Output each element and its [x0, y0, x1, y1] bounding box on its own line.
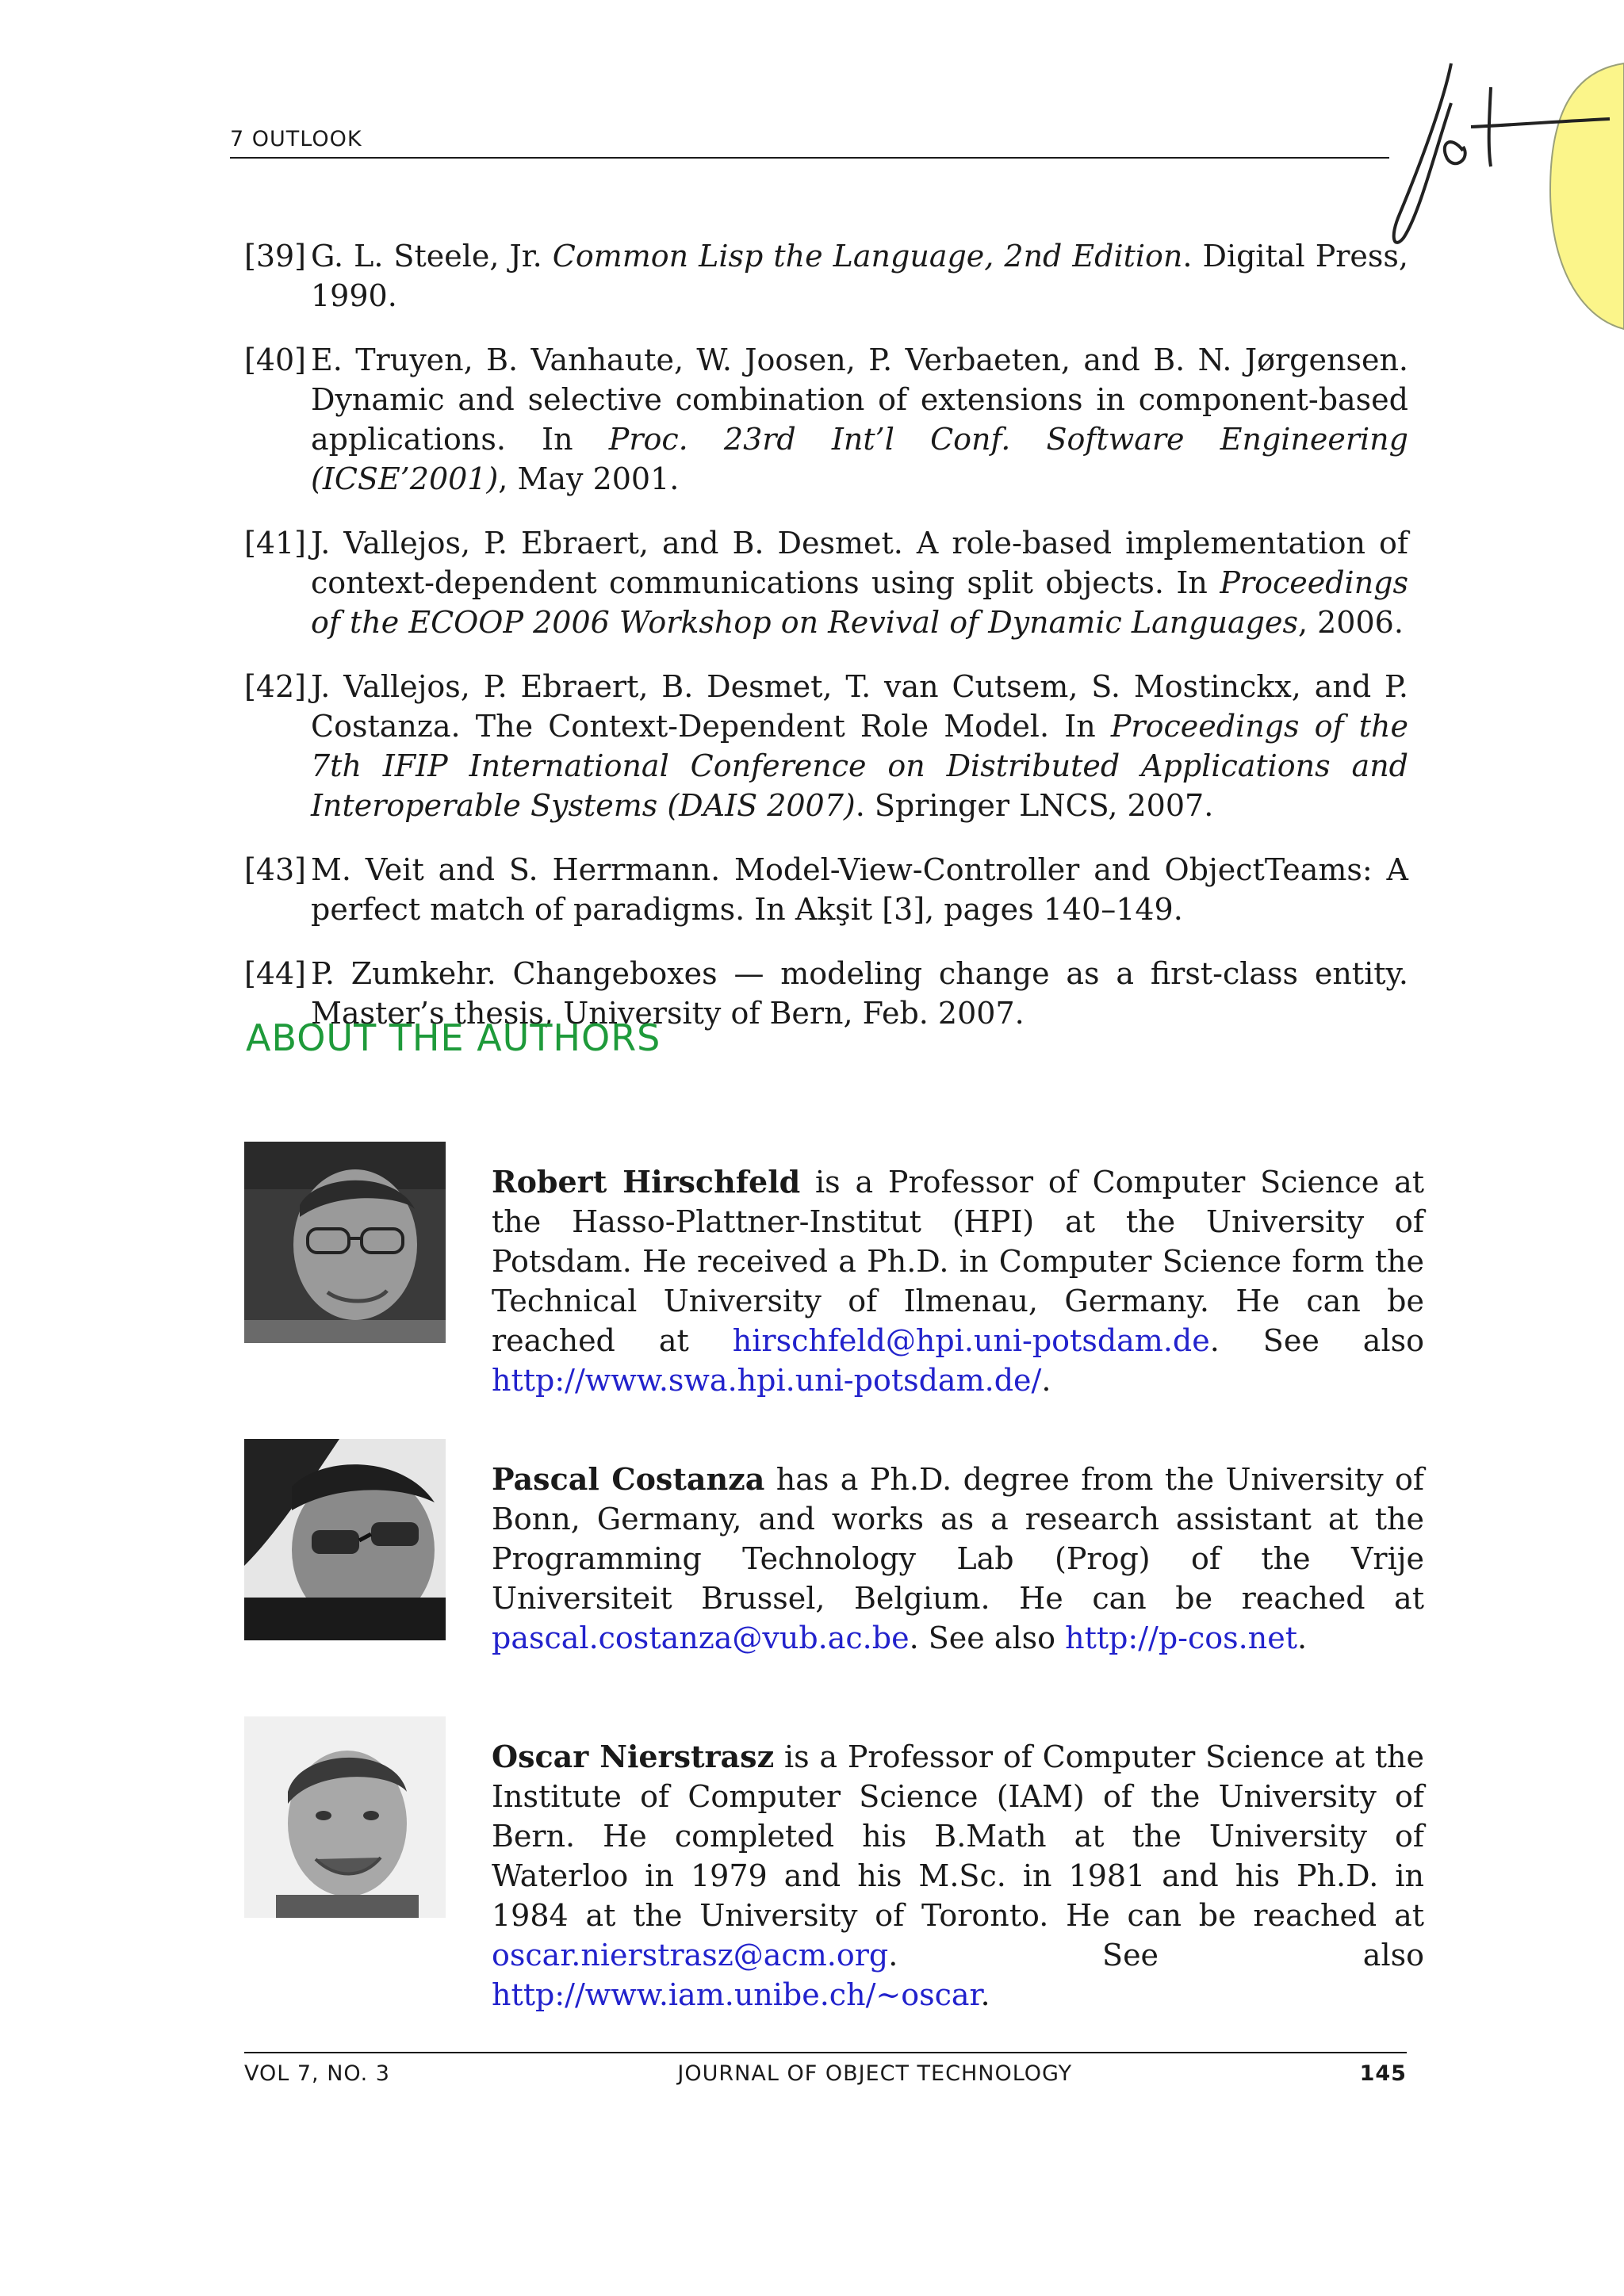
author-entry	[244, 1142, 1424, 1400]
email-link[interactable]: hirschfeld@hpi.uni-potsdam.de	[732, 1323, 1210, 1358]
reference-number: [42]	[244, 669, 307, 704]
jot-logo	[1372, 55, 1624, 341]
reference-text: G. L. Steele, Jr. Common Lisp the Language, 2nd Edition. Digital Press, 1990.	[311, 239, 1408, 313]
author-entry	[244, 1439, 1424, 1658]
homepage-link[interactable]: http://p-cos.net	[1065, 1621, 1297, 1655]
author-photo	[244, 1439, 446, 1640]
author-photo	[244, 1142, 446, 1343]
author-name: Robert Hirschfeld	[492, 1164, 801, 1200]
author-bio: Robert Hirschfeld is a Professor of Computer Science at the Hasso-Plattner-Institut (HPI) at the University of Potsdam. He received a Ph.D. in Computer Science form the Technical University of Ilmenau, Germany. He can be reached at hirschfeld@hpi.uni-potsdam.de. See also http://www.swa.hpi.uni-potsdam.de/.	[492, 1164, 1424, 1398]
reference-item	[244, 236, 1408, 316]
page-footer	[244, 2061, 1407, 2086]
author-entry	[244, 1716, 1424, 2015]
email-link[interactable]: pascal.costanza@vub.ac.be	[492, 1621, 910, 1655]
page-number: 145	[1359, 2061, 1407, 2086]
volume-info: VOL 7, NO. 3	[244, 2061, 390, 2086]
reference-text: P. Zumkehr. Changeboxes — modeling change as a first-class entity. Master’s thesis, University of Bern, Feb. 2007.	[311, 956, 1408, 1031]
reference-item	[244, 850, 1408, 929]
journal-name: JOURNAL OF OBJECT TECHNOLOGY	[677, 2061, 1073, 2086]
author-bio: Oscar Nierstrasz is a Professor of Computer Science at the Institute of Computer Science (IAM) of the University of Bern. He completed his B.Math at the University of Waterloo in 1979 and his M.Sc. in 1981 and his Ph.D. in 1984 at the University of Toronto. He can be reached at oscar.nierstrasz@acm.org. See also http://www.iam.unibe.ch/∼oscar.	[492, 1739, 1424, 2012]
author-bio: Pascal Costanza has a Ph.D. degree from the University of Bonn, Germany, and works as a research assistant at the Programming Technology Lab (Prog) of the Vrije Universiteit Brussel, Belgium. He can be reached at pascal.costanza@vub.ac.be. See also http://p-cos.net.	[492, 1461, 1425, 1655]
reference-number: [43]	[244, 852, 307, 887]
email-link[interactable]: oscar.nierstrasz@acm.org	[492, 1938, 889, 1973]
reference-item	[244, 667, 1408, 825]
homepage-link[interactable]: http://www.swa.hpi.uni-potsdam.de/	[492, 1363, 1042, 1398]
section-title: ABOUT THE AUTHORS	[246, 1016, 661, 1059]
footer-rule	[244, 2052, 1407, 2053]
author-name: Oscar Nierstrasz	[492, 1739, 775, 1774]
reference-number: [39]	[244, 239, 307, 274]
reference-list	[244, 236, 1408, 1058]
reference-item	[244, 523, 1408, 642]
reference-number: [44]	[244, 956, 307, 991]
reference-text: M. Veit and S. Herrmann. Model-View-Controller and ObjectTeams: A perfect match of paradigms. In Akşit [3], pages 140–149.	[311, 852, 1408, 927]
reference-number: [40]	[244, 342, 307, 377]
reference-number: [41]	[244, 526, 307, 561]
header-rule	[230, 157, 1389, 159]
running-header: 7 OUTLOOK	[230, 127, 362, 151]
reference-text: J. Vallejos, P. Ebraert, and B. Desmet. A role-based implementation of context-dependent communications using split objects. In Proceedings of the ECOOP 2006 Workshop on Revival of Dynamic Languages, 2006.	[311, 526, 1408, 640]
homepage-link[interactable]: http://www.iam.unibe.ch/∼oscar	[492, 1977, 981, 2012]
reference-text: J. Vallejos, P. Ebraert, B. Desmet, T. van Cutsem, S. Mostinckx, and P. Costanza. The Context-Dependent Role Model. In Proceedings of the 7th IFIP International Conference on Distributed Applications and Interoperable Systems (DAIS 2007). Springer LNCS, 2007.	[311, 669, 1409, 823]
author-name: Pascal Costanza	[492, 1461, 765, 1497]
author-photo	[244, 1716, 446, 1918]
reference-text: E. Truyen, B. Vanhaute, W. Joosen, P. Verbaeten, and B. N. Jørgensen. Dynamic and selective combination of extensions in component-based applications. In Proc. 23rd Int’l Conf. Software Engineering (ICSE’2001), May 2001.	[311, 342, 1408, 496]
reference-item	[244, 340, 1408, 499]
